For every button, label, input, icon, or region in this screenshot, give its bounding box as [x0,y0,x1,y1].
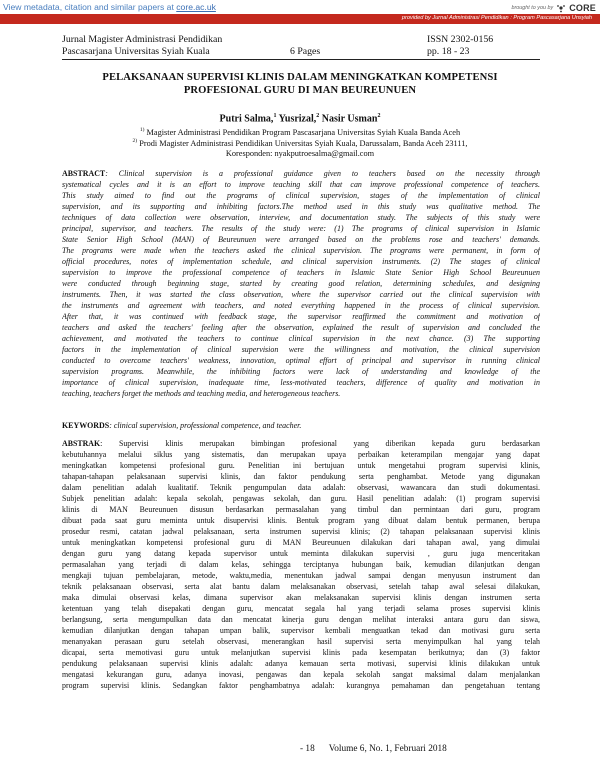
core-logo-icon [556,3,566,13]
abstract-line: supervision, and its supporting and inhibiting factors.The method used in this study was qualitative method. The [62,202,540,211]
abstract-line: supervision programs. Meanwhile, the inhibiting factors were lack of understanding and knowledge of the [62,367,540,376]
abstract-line: teachers and asked the teachers' feeling after the observation, explained the result of supervision and concluded the [62,323,540,332]
abstrak-line: kebutuhannya melalui siklus yang sistematis, dan merupakan upaya perbaikan keterampilan mengajar yang dapat [62,450,540,459]
abstrak-line: ABSTRAK: Supervisi klinis merupakan bimbingan profesional yang diberikan kepada guru berdasarkan [62,439,540,448]
abstrak-line: prosedur resmi, catatan jadwal pelaksanaan, serta instrumen supervisi klinis; (2) tahapan pelaksanaan supervisi klinis [62,527,540,536]
abstract-english [62,168,540,399]
abstrak-line: meningkatkan kompetensi profesional guru. Penelitian ini bertujuan untuk mengetahui program supervisi klinis, [62,461,540,470]
correspondence: Koresponden: nyakputroesalma@gmail.com [225,149,375,158]
abstract-indonesian [62,438,540,691]
core-wordmark: CORE [569,2,596,13]
abstrak-line: dibuat pada saat guru meminta untuk disupervisi klinis. Bentuk program yang dibuat dalam bentuk permanen, berupa [62,516,540,525]
abstrak-line: Subjek penelitian adalah: kepala sekolah, pengawas sekolah, dan guru. Hasil penelitian adalah: (1) program supervisi [62,494,540,503]
author-2: Yusrizal, [278,113,317,125]
abstrak-line: maka dimulai observasi kelas, dimana supervisor akan melaksanakan supervisi klinis dengan instrumen serta [62,593,540,602]
abstrak-line: berlangsung, serta mengumpulkan data dan mencatat kinerja guru dengan melihat interaksi antara guru dan siswa, [62,615,540,624]
abstract-line: instruments. Then, it was started the class observation, where the supervisor carried out the clinical supervision with [62,290,540,299]
abstract-line: techniques of data collection were observation, interview, and documentation study. The subjects of this study were [62,213,540,222]
brought-by-text: brought to you by [511,4,554,11]
author-3-sup: 2 [377,113,381,119]
abstract-line: were conducted through beginning stage, started by creating good relation, determining schedules, and designing [62,279,540,288]
issn: ISSN 2302-0156 [427,34,494,45]
journal-header [62,34,540,58]
abstrak-line: mengkaji tujuan pembelajaran, metode, waktu,media, menentukan jadwal sampai dengan menyusun instrument dan [62,571,540,580]
abstract-line: The programs were made when the teachers asked the clinical supervision. The programs were permanent, in form of [62,246,540,255]
author-1-sup: 1 [273,113,277,119]
abstrak-line: dengan guru yang datang kepada supervisor untuk meminta dilakukan supervisi , guru juga menceritakan [62,549,540,558]
abstrak-line: pendukung pelaksanaan supervisi klinis adalah: adanya kemauan serta motivasi, supervisi klinis dilakukan untuk [62,659,540,668]
keywords-text: : clinical supervision, professional competence, and teacher. [109,421,302,430]
author-3: Nasir Usman [321,113,378,125]
core-metadata-link[interactable] [3,2,216,12]
abstract-line: principal, supervisor, and teachers. The results of the study were: (1) The programs of clinical supervision in Islamic [62,224,540,233]
abstract-line: achievement, and motivated the teachers to continue clinical supervision in the next chance. (3) The supporting [62,334,540,343]
abstrak-line: mengatasi kekurangan guru, adanya inovasi, pengawas dan kepala sekolah sangat maksimal dalam menjalankan [62,670,540,679]
abstract-line: the instruments and agreement with teachers, and noted everything happened in the process of clinical supervision. [62,301,540,310]
affiliation-1 [40,127,560,137]
affiliation-2-text: Prodi Magister Administrasi Pendidikan Universitas Syiah Kuala, Darussalam, Banda Aceh 23111, [139,138,468,148]
paper-title-line-1: PELAKSANAAN SUPERVISI KLINIS DALAM MENINGKATKAN KOMPETENSI [102,72,498,83]
keywords-label: KEYWORDS [62,421,110,430]
abstract-line: ABSTRACT: Clinical supervision is a professional guidance given to teachers based on the necessity through [62,169,540,178]
page-footer [300,744,461,754]
core-metadata-text: View metadata, citation and similar papers at [3,2,177,12]
pages-count: 6 Pages [290,46,321,57]
abstrak-line: program supervisi klinis. Sedangkan faktor penghambatnya adalah: kurangnya pemahaman dan pengetahuan tentang [62,681,540,690]
abstract-line: factors in the implementation of clinical supervision were the willingness and motivation, the clinical supervision [62,345,540,354]
journal-institution: Pascasarjana Universitas Syiah Kuala [62,46,210,57]
abstract-line: systematical cycles and it is an effort to improve teaching skill that can improve professional competence of teachers. [62,180,540,189]
page-range: pp. 18 - 23 [427,46,470,57]
abstract-line: importance of clinical supervision, inadequate time, less-motivated teachers, difference of quality and motivation in [62,378,540,387]
paper-title-line-2: PROFESIONAL GURU DI MAN BEUREUNUEN [183,85,417,96]
abstrak-line: dalam penelitian adalah kualitatif. Teknik pengumpulan data adalah: observasi, wawancara dan studi dokumentasi. [62,483,540,492]
affiliation-1-text: Magister Administrasi Pendidikan Program Pascasarjana Universitas Syiah Kuala Banda Aceh [146,127,461,137]
abstract-line: This study aimed to find out the programs of clinical supervision, stages of the implementation of clinical [62,191,540,200]
journal-name: Jurnal Magister Administrasi Pendidikan [62,34,223,45]
affiliation-1-sup: 1) [139,127,145,133]
author-2-sup: 2 [316,113,320,119]
abstrak-line: untuk meningkatkan kompetensi profesional guru di MAN Beureunuen dilakukan dari tahapan awal, yang dimulai [62,538,540,547]
page-number: - 18 [300,744,315,754]
abstrak-line: tahapan-tahapan pelaksanaan supervisi klinis, dan faktor pendukung serta penghambat. Metode yang digunakan [62,472,540,481]
abstract-line: official procedures, notes of implementation schedule, and clinical supervision instruments. (2) The stages of clinical [62,257,540,266]
volume-info: Volume 6, No. 1, Februari 2018 [328,744,447,754]
abstract-line: supervision to improve the professional competence of teachers in Islamic State Senior High School Beureunuen [62,268,540,277]
abstract-line: conducted to overcome teachers' weakness, innovation, optimal effort of principal and supervisor in running clinical [62,356,540,365]
provider-text[interactable]: provided by Jurnal Administrasi Pendidikan : Program Pascasarjana Unsyiah [401,15,592,21]
abstrak-line: ketentuan yang telah disepakati dengan guru, mencatat segala hal yang terjadi selama proses supervisi klinis [62,604,540,613]
author-1: Putri Salma, [219,113,274,125]
provider-bar [0,14,600,24]
core-brand[interactable] [512,2,596,13]
affiliation-2 [40,138,560,148]
keywords [62,421,540,430]
header-divider [62,59,540,60]
abstrak-label: ABSTRAK [62,439,101,448]
affiliation-2-sup: 2) [132,138,138,144]
author-list [40,113,560,124]
abstract-line: State Senior High School (MAN) of Beureunuen were arranged based on the problems rose and teachers' demands. [62,235,540,244]
abstrak-line: teknik pelaksanaan observasi, serta alat bantu dalam melaksanakan observasi, setelah tahap awal selesai dilakukan, [62,582,540,591]
abstrak-line: klinis di MAN Beureunuen disusun berdasarkan permasalahan yang timbul dan permintaan dari guru, program [62,505,540,514]
abstract-line: After that, it was continued with feedback stage, the supervisor reaffirmed the commitment and motivation of [62,312,540,321]
abstrak-line: dicapai, serta memotivasi guru untuk melanjutkan supervisi klinis pada kesempatan berikutnya; dan (3) faktor [62,648,540,657]
core-banner [0,0,600,13]
abstract-label: ABSTRACT [62,169,106,178]
abstract-line: teaching, teachers forget the methods and teaching media, and heterogeneous teachers. [62,389,341,398]
abstrak-line: menanyakan perasaan guru setelah observasi, menerangkan hasil supervisi serta menyimpulkan hal yang telah [62,637,540,646]
core-link[interactable]: core.ac.uk [176,2,216,12]
abstrak-line: permasalahan yang terjadi di dalam kelas, sehingga terciptanya hubungan baik, kemudian dilanjutkan dengan [62,560,540,569]
abstrak-line: kemudian dilanjutkan dengan tahapan umpan balik, supervisor kembali menguatkan tekad dan motivasi guru serta [62,626,540,635]
